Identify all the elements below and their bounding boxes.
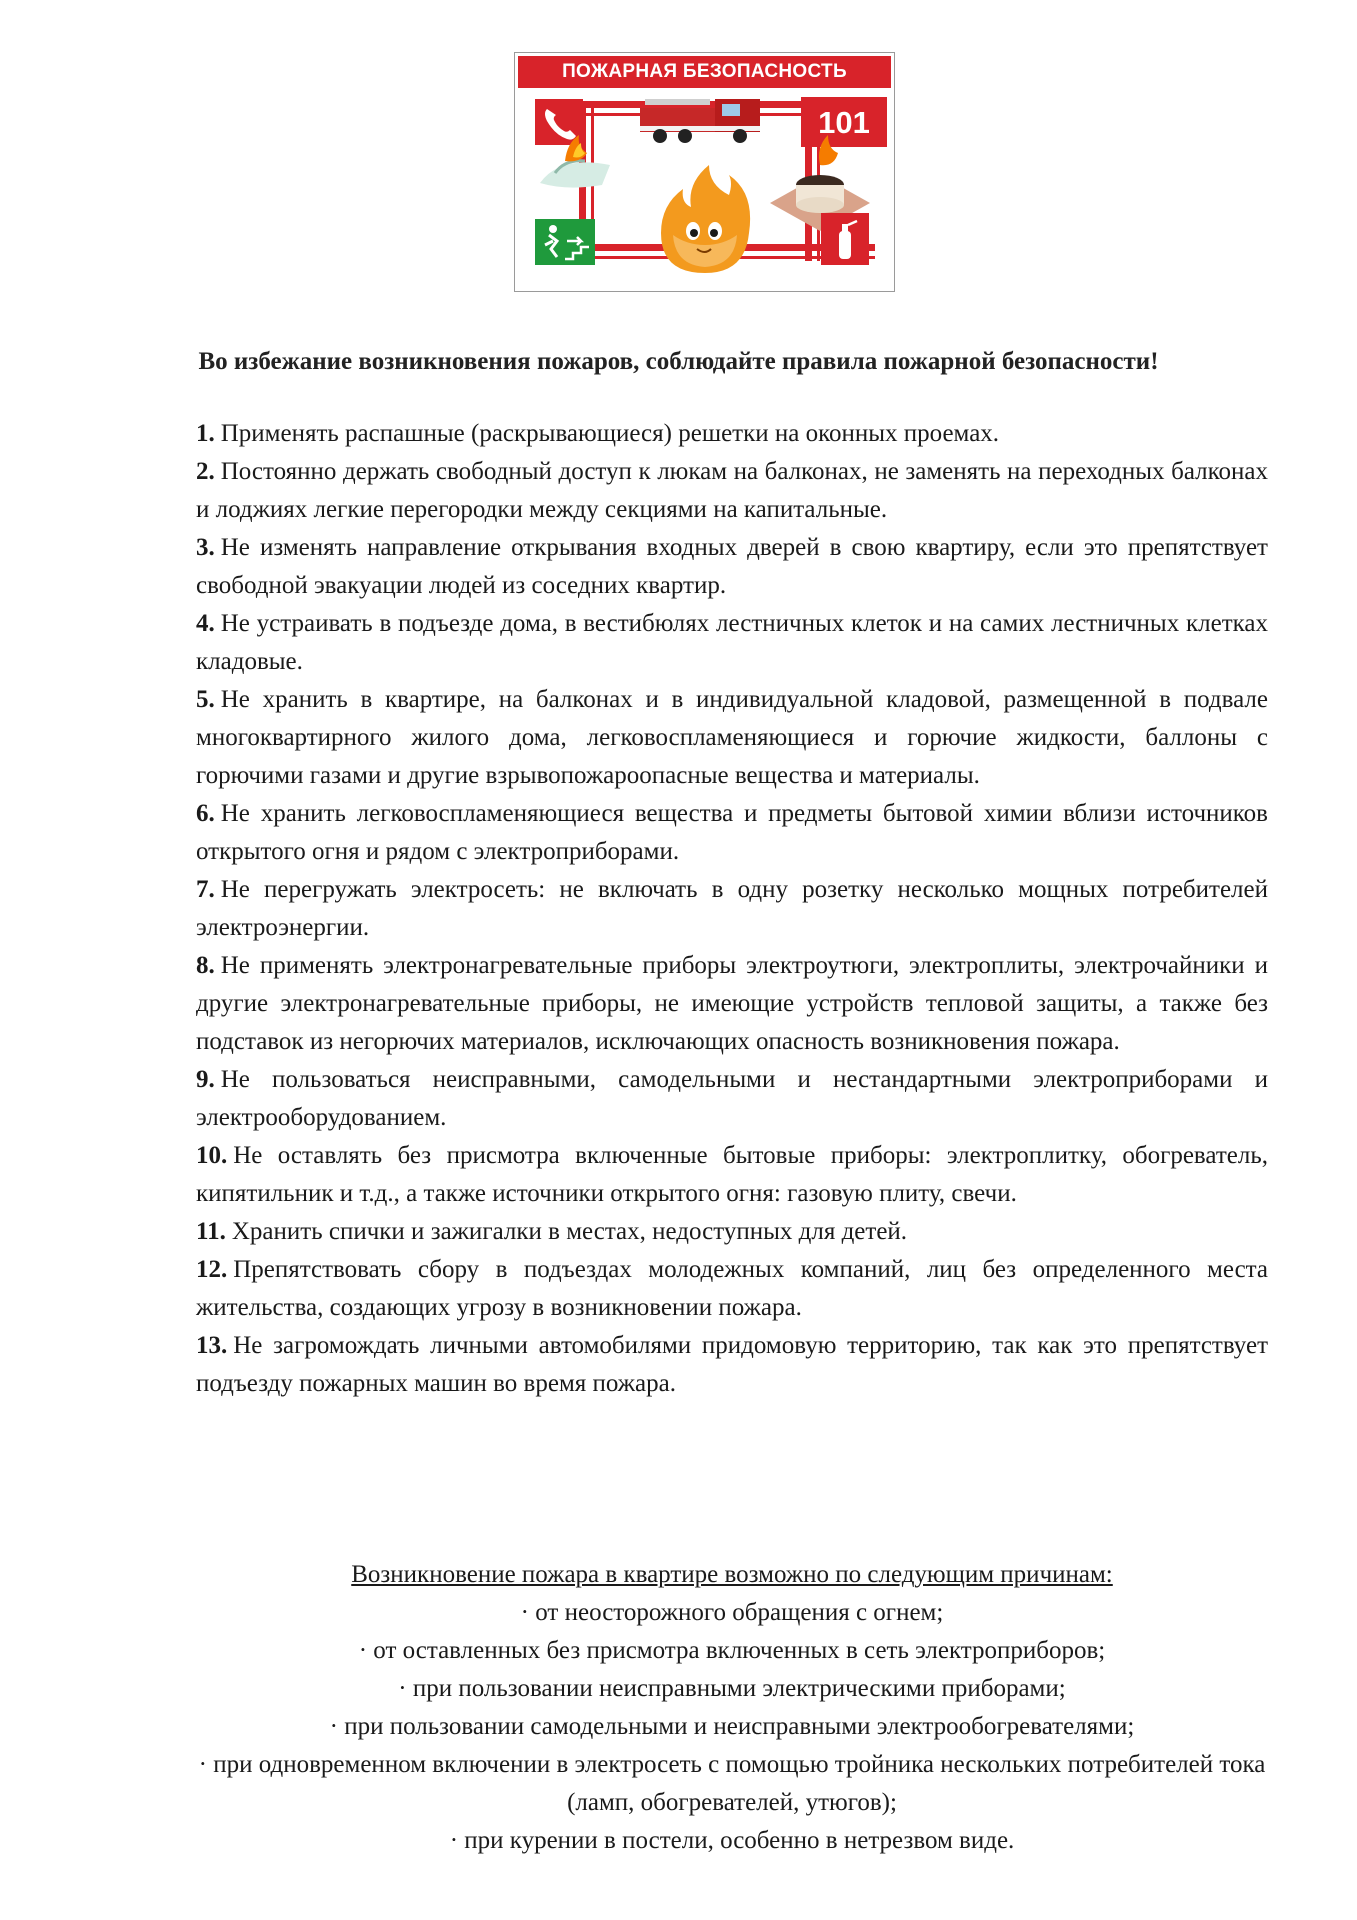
rule-number: 2. <box>196 458 215 485</box>
rule-number: 1. <box>196 420 215 447</box>
rule-text: Не перегружать электросеть: не включать в одну розетку несколько мощных потребителей электроэнергии. <box>196 876 1268 941</box>
rule-number: 11. <box>196 1218 226 1245</box>
rule-item <box>196 529 1268 605</box>
rule-text: Не пользоваться неисправными, самодельными и нестандартными электроприборами и электрооборудованием. <box>196 1066 1268 1131</box>
rule-text: Применять распашные (раскрывающиеся) решетки на оконных проемах. <box>220 420 1000 447</box>
rule-number: 8. <box>196 952 215 979</box>
rule-text: Не применять электронагревательные приборы электроутюги, электроплиты, электрочайники и другие электронагревательные приборы, не имеющие устройств тепловой защиты, а также без подставок из негорючих материалов, исключающих опасность возникновения пожара. <box>196 952 1268 1055</box>
rule-number: 3. <box>196 534 215 561</box>
rule-text: Хранить спички и зажигалки в местах, недоступных для детей. <box>231 1218 908 1245</box>
number-101-box <box>801 97 887 147</box>
page-heading: Во избежание возникновения пожаров, соблюдайте правила пожарной безопасности! <box>198 348 1159 375</box>
rules-list <box>196 415 1268 1403</box>
rule-item <box>196 1327 1268 1403</box>
rule-item <box>196 1251 1268 1327</box>
causes-section <box>196 1556 1268 1860</box>
rule-number: 12. <box>196 1256 228 1283</box>
rule-item <box>196 1213 1268 1251</box>
rule-item <box>196 1061 1268 1137</box>
cause-item: · от оставленных без присмотра включенных в сеть электроприборов; <box>358 1637 1106 1664</box>
rule-number: 4. <box>196 610 215 637</box>
rule-number: 9. <box>196 1066 215 1093</box>
cause-item: · от неосторожного обращения с огнем; <box>520 1599 944 1626</box>
rule-text: Постоянно держать свободный доступ к люкам на балконах, не заменять на переходных балконах и лоджиях легкие перегородки между секциями на капитальные. <box>196 458 1268 523</box>
rule-item <box>196 1137 1268 1213</box>
rule-item <box>196 681 1268 795</box>
rule-number: 13. <box>196 1332 228 1359</box>
rule-item <box>196 795 1268 871</box>
rule-number: 5. <box>196 686 215 713</box>
rule-item <box>196 871 1268 947</box>
rule-item <box>196 453 1268 529</box>
cause-item: · при пользовании самодельными и неисправными электрообогревателями; <box>329 1713 1135 1740</box>
rule-text: Не изменять направление открывания входных дверей в свою квартиру, если это препятствует свободной эвакуации людей из соседних квартир. <box>196 534 1268 599</box>
rule-number: 6. <box>196 800 215 827</box>
poster-illustration <box>515 53 896 293</box>
fire-safety-poster <box>514 52 895 292</box>
rule-item <box>196 947 1268 1061</box>
flame-mascot-icon <box>661 165 750 273</box>
cause-item: · при пользовании неисправными электрическими приборами; <box>398 1675 1066 1702</box>
fire-extinguisher-icon <box>821 213 869 265</box>
rule-number: 7. <box>196 876 215 903</box>
rule-text: Препятствовать сбору в подъездах молодежных компаний, лиц без определенного места жительства, создающих угрозу в возникновении пожара. <box>196 1256 1268 1321</box>
emergency-exit-icon <box>535 219 595 265</box>
cause-item: · при курении в постели, особенно в нетрезвом виде. <box>449 1827 1015 1854</box>
rule-number: 10. <box>196 1142 228 1169</box>
emergency-number: 101 <box>818 105 870 140</box>
rule-text: Не хранить легковоспламеняющиеся вещества и предметы бытовой химии вблизи источников открытого огня и рядом с электроприборами. <box>196 800 1268 865</box>
rule-text: Не хранить в квартире, на балконах и в индивидуальной кладовой, размещенной в подвале многоквартирного жилого дома, легковоспламеняющиеся и горючие жидкости, баллоны с горючими газами и другие взрывопожароопасные вещества и материалы. <box>196 686 1268 789</box>
poster-title: ПОЖАРНАЯ БЕЗОПАСНОСТЬ <box>562 61 847 82</box>
rule-text: Не оставлять без присмотра включенные бытовые приборы: электроплитку, обогреватель, кипятильник и т.д., а также источники открытого огня: газовую плиту, свечи. <box>196 1142 1268 1207</box>
causes-list <box>196 1594 1268 1860</box>
causes-title: Возникновение пожара в квартире возможно по следующим причинам: <box>351 1561 1113 1588</box>
rule-text: Не загромождать личными автомобилями придомовую территорию, так как это препятствует подъезду пожарных машин во время пожара. <box>196 1332 1268 1397</box>
rule-item <box>196 605 1268 681</box>
rule-item <box>196 415 1268 453</box>
cause-item: · при одновременном включении в электросеть с помощью тройника нескольких потребителей тока (ламп, обогревателей, утюгов); <box>198 1751 1266 1816</box>
rule-text: Не устраивать в подъезде дома, в вестибюлях лестничных клеток и на самих лестничных клетках кладовые. <box>196 610 1268 675</box>
